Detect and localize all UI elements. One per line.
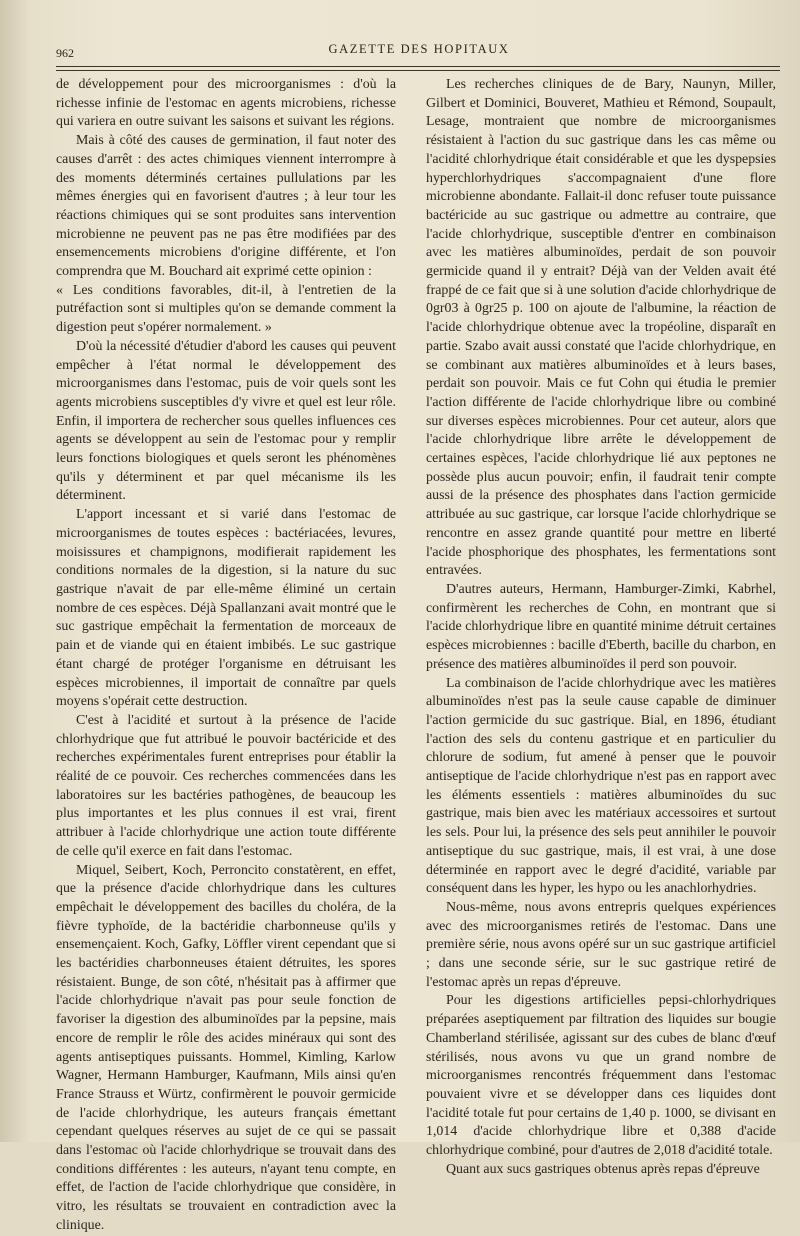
paragraph: Nous-même, nous avons entrepris quelques expériences avec des microorganismes retirés de l'estomac. Dans une première série, nous avons opéré sur un suc gastrique artificiel ; dans une seconde série, sur le suc gastrique retiré de l'estomac après un repas d'épreuve. <box>426 899 776 990</box>
paragraph: Quant aux sucs gastriques obtenus après repas d'épreuve <box>446 1161 760 1177</box>
left-column <box>56 76 396 1233</box>
paragraph: La combinaison de l'acide chlorhydrique avec les matières albuminoïdes n'est pas la seule cause capable de diminuer l'action germicide du suc gastrique. Bial, en 1896, étudiant l'action des sels du contenu gastrique et en particulier du chlorure de sodium, fut amené à penser que le pouvoir antiseptique de l'acide chlorhydrique n'est pas en rapport avec les éléments essentiels : matières albuminoïdes du suc gastrique, mais bien avec les matériaux accessoires et surtout les sels. Pour lui, la présence des sels peut annihiler le pouvoir antiseptique du suc gastrique, mais, il est vrai, à une dose déterminée en rapport avec le degré d'acidité, variable par conséquent dans les hyper, les hypo ou les anachlorhydries. <box>426 675 776 897</box>
paragraph: Miquel, Seibert, Koch, Perroncito constatèrent, en effet, que la présence d'acide chlorhydrique dans les cultures empêchait le développement des bacilles du choléra, de la fièvre typhoïde, de la bactéridie charbonneuse qu'ils y ensemençaient. Koch, Gafky, Löffler virent cependant que si les bactéridies charbonneuses étaient détruites, les spores résistaient. Bunge, de son côté, n'hésitait pas à affirmer que l'acide chlorhydrique n'avait pas pour seule fonction de favoriser la digestion des albuminoïdes par la pepsine, mais encore de remplir le rôle des acides minéraux qui sont des agents antiseptiques puissants. Hommel, Kimling, Karlow Wagner, Hermann Hamburger, Kaufmann, Mils ainsi qu'en France Strauss et Würtz, confirmèrent le pouvoir germicide de l'acide chlorhydrique, les auteurs français émettant cependant quelques réserves au sujet de ce qui se passait dans l'estomac où l'acide chlorhydrique se trouvait dans des conditions différentes : les auteurs, n'ayant tenu compte, en effet, de l'action de l'acide chlorhydrique que considère, in vitro, les résultats se trouvaient en contradiction avec la clinique. <box>56 862 396 1233</box>
journal-title: GAZETTE DES HOPITAUX <box>328 42 510 56</box>
paragraph: de développement pour des microorganismes : d'où la richesse infinie de l'estomac en agents microbiens, richesse qui variera en outre suivant les saisons et suivant les régions. <box>56 77 396 130</box>
paragraph: Les recherches cliniques de de Bary, Naunyn, Miller, Gilbert et Dominici, Bouveret, Mathieu et Rémond, Soupault, Lesage, montraient que nombre de microorganismes résistaient à l'action du suc gastrique dans les cas même ou l'acidité chlorhydrique était considérable et que les dyspepsies hyperchlorhydriques s'accompagnaient d'une flore microbienne abondante. Fallait-il donc refuser toute puissance bactéricide au suc gastrique ou admettre au contraire, que l'acide chlorhydrique, susceptible d'entrer en combinaison avec les matières albuminoïdes, perdait de son pouvoir germicide quand il y entrait? Déjà van der Velden avait été frappé de ce fait que si à une solution d'acide chlorhydrique de 0gr03 à 0gr25 p. 100 on ajoute de l'albumine, la réaction de l'acide chlorhydrique obtenue avec la tropéoline, disparaît en partie. Szabo avait aussi constaté que l'acide chlorhydrique, en se combinant aux matières albuminoïdes et à leurs bases, perdait son pouvoir. Mais ce fut Cohn qui étudia le premier l'action différente de l'acide chlorhydrique libre ou combiné sur diverses espèces microbiennes. Pour cet auteur, alors que l'acide chlorhydrique libre arrête le développement de certaines espèces, l'acide chlorhydrique lié aux peptones ne possède plus aucun pouvoir; enfin, il faudrait tenir compte aussi de la présence des phosphates dans l'action germicide attribuée au suc gastrique, car lorsque l'acide chlorhydrique se rencontre en assez grande quantité pour mettre en liberté l'acide phosphorique des phosphates, les fermentations sont entravées. <box>426 77 776 579</box>
page-number: 962 <box>56 46 74 60</box>
page-header <box>56 40 782 60</box>
paragraph: D'où la nécessité d'étudier d'abord les causes qui peuvent empêcher à l'état normal le développement des microorganismes dans l'estomac, puis de voir quels sont les agents microbiens susceptibles d'y vivre et quel est leur rôle. Enfin, il importera de rechercher sous quelles influences ces agents se développent au sein de l'estomac pour y remplir leurs fonctions biologiques et quels seront les phénomènes qu'ils y déterminent et par quel mécanisme ils les déterminent. <box>56 338 396 504</box>
quotation: « Les conditions favorables, dit-il, à l'entretien de la putréfaction sont si multiples qu'on se demande comment la digestion peut s'opérer normalement. » <box>56 282 396 336</box>
paragraph: C'est à l'acidité et surtout à la présence de l'acide chlorhydrique que fut attribué le pouvoir bactéricide et des recherches expérimentales furent entreprises pour établir la réalité de ce pouvoir. Ces recherches commencées dans les laboratoires sur les bactéries pathogènes, de beaucoup les plus importantes et les plus connues il est vrai, firent attribuer à l'acide chlorhydrique une action toute différente de celle qu'il exerce en fait dans l'estomac. <box>56 712 396 859</box>
header-rule-thick <box>56 66 780 67</box>
header-rule-thin <box>56 70 780 71</box>
paragraph: L'apport incessant et si varié dans l'estomac de microorganismes de toutes espèces : bactériacées, levures, moisissures et champignons, modifierait rapidement les conditions normales de la digestion, si la nature du suc gastrique n'avait de par elle-même éliminé un certain nombre de ces espèces. Déjà Spallanzani avait montré que le suc gastrique empêchait la fermentation de morceaux de pain et de viande qui en étaient imbibés. Le suc gastrique étant chargé de protéger l'organisme en détruisant les espèces microbiennes, il importait de connaître par quels moyens s'opérait cette destruction. <box>56 507 396 710</box>
paragraph: Pour les digestions artificielles pepsi-chlorhydriques préparées aseptiquement par filtration des liquides sur bougie Chamberland stérilisée, agissant sur des cubes de blanc d'œuf stérilisés, nous avons vu que un grand nombre de microorganismes rencontrés fréquemment dans l'estomac pouvaient vivre et se développer dans ces liquides dont l'acidité totale fut pour certains de 1,40 p. 1000, se divisant en 1,014 d'acide chlorhydrique libre et 0,388 d'acide chlorhydrique combiné, pour d'autres de 2,018 d'acidité totale. <box>426 993 776 1159</box>
right-column <box>426 76 776 1177</box>
paragraph: Mais à côté des causes de germination, il faut noter des causes d'arrêt : des actes chimiques viennent interrompre à des moments déterminés certaines pullulations par les mêmes énergies qui en favorisent d'autres ; à leur tour les réactions chimiques qui se sont produites sans intervention microbienne ne peuvent pas ne pas être modifiées par des ensemencements microbiens d'origine différente, et l'on comprendra que M. Bouchard ait exprimé cette opinion : <box>56 133 396 280</box>
paragraph: D'autres auteurs, Hermann, Hamburger-Zimki, Kabrhel, confirmèrent les recherches de Cohn, en montrant que si l'acide chlorhydrique libre en quantité minime détruit certaines espèces microbiennes : bacille d'Eberth, bacille du charbon, en présence des matières albuminoïdes il perd son pouvoir. <box>426 581 776 672</box>
